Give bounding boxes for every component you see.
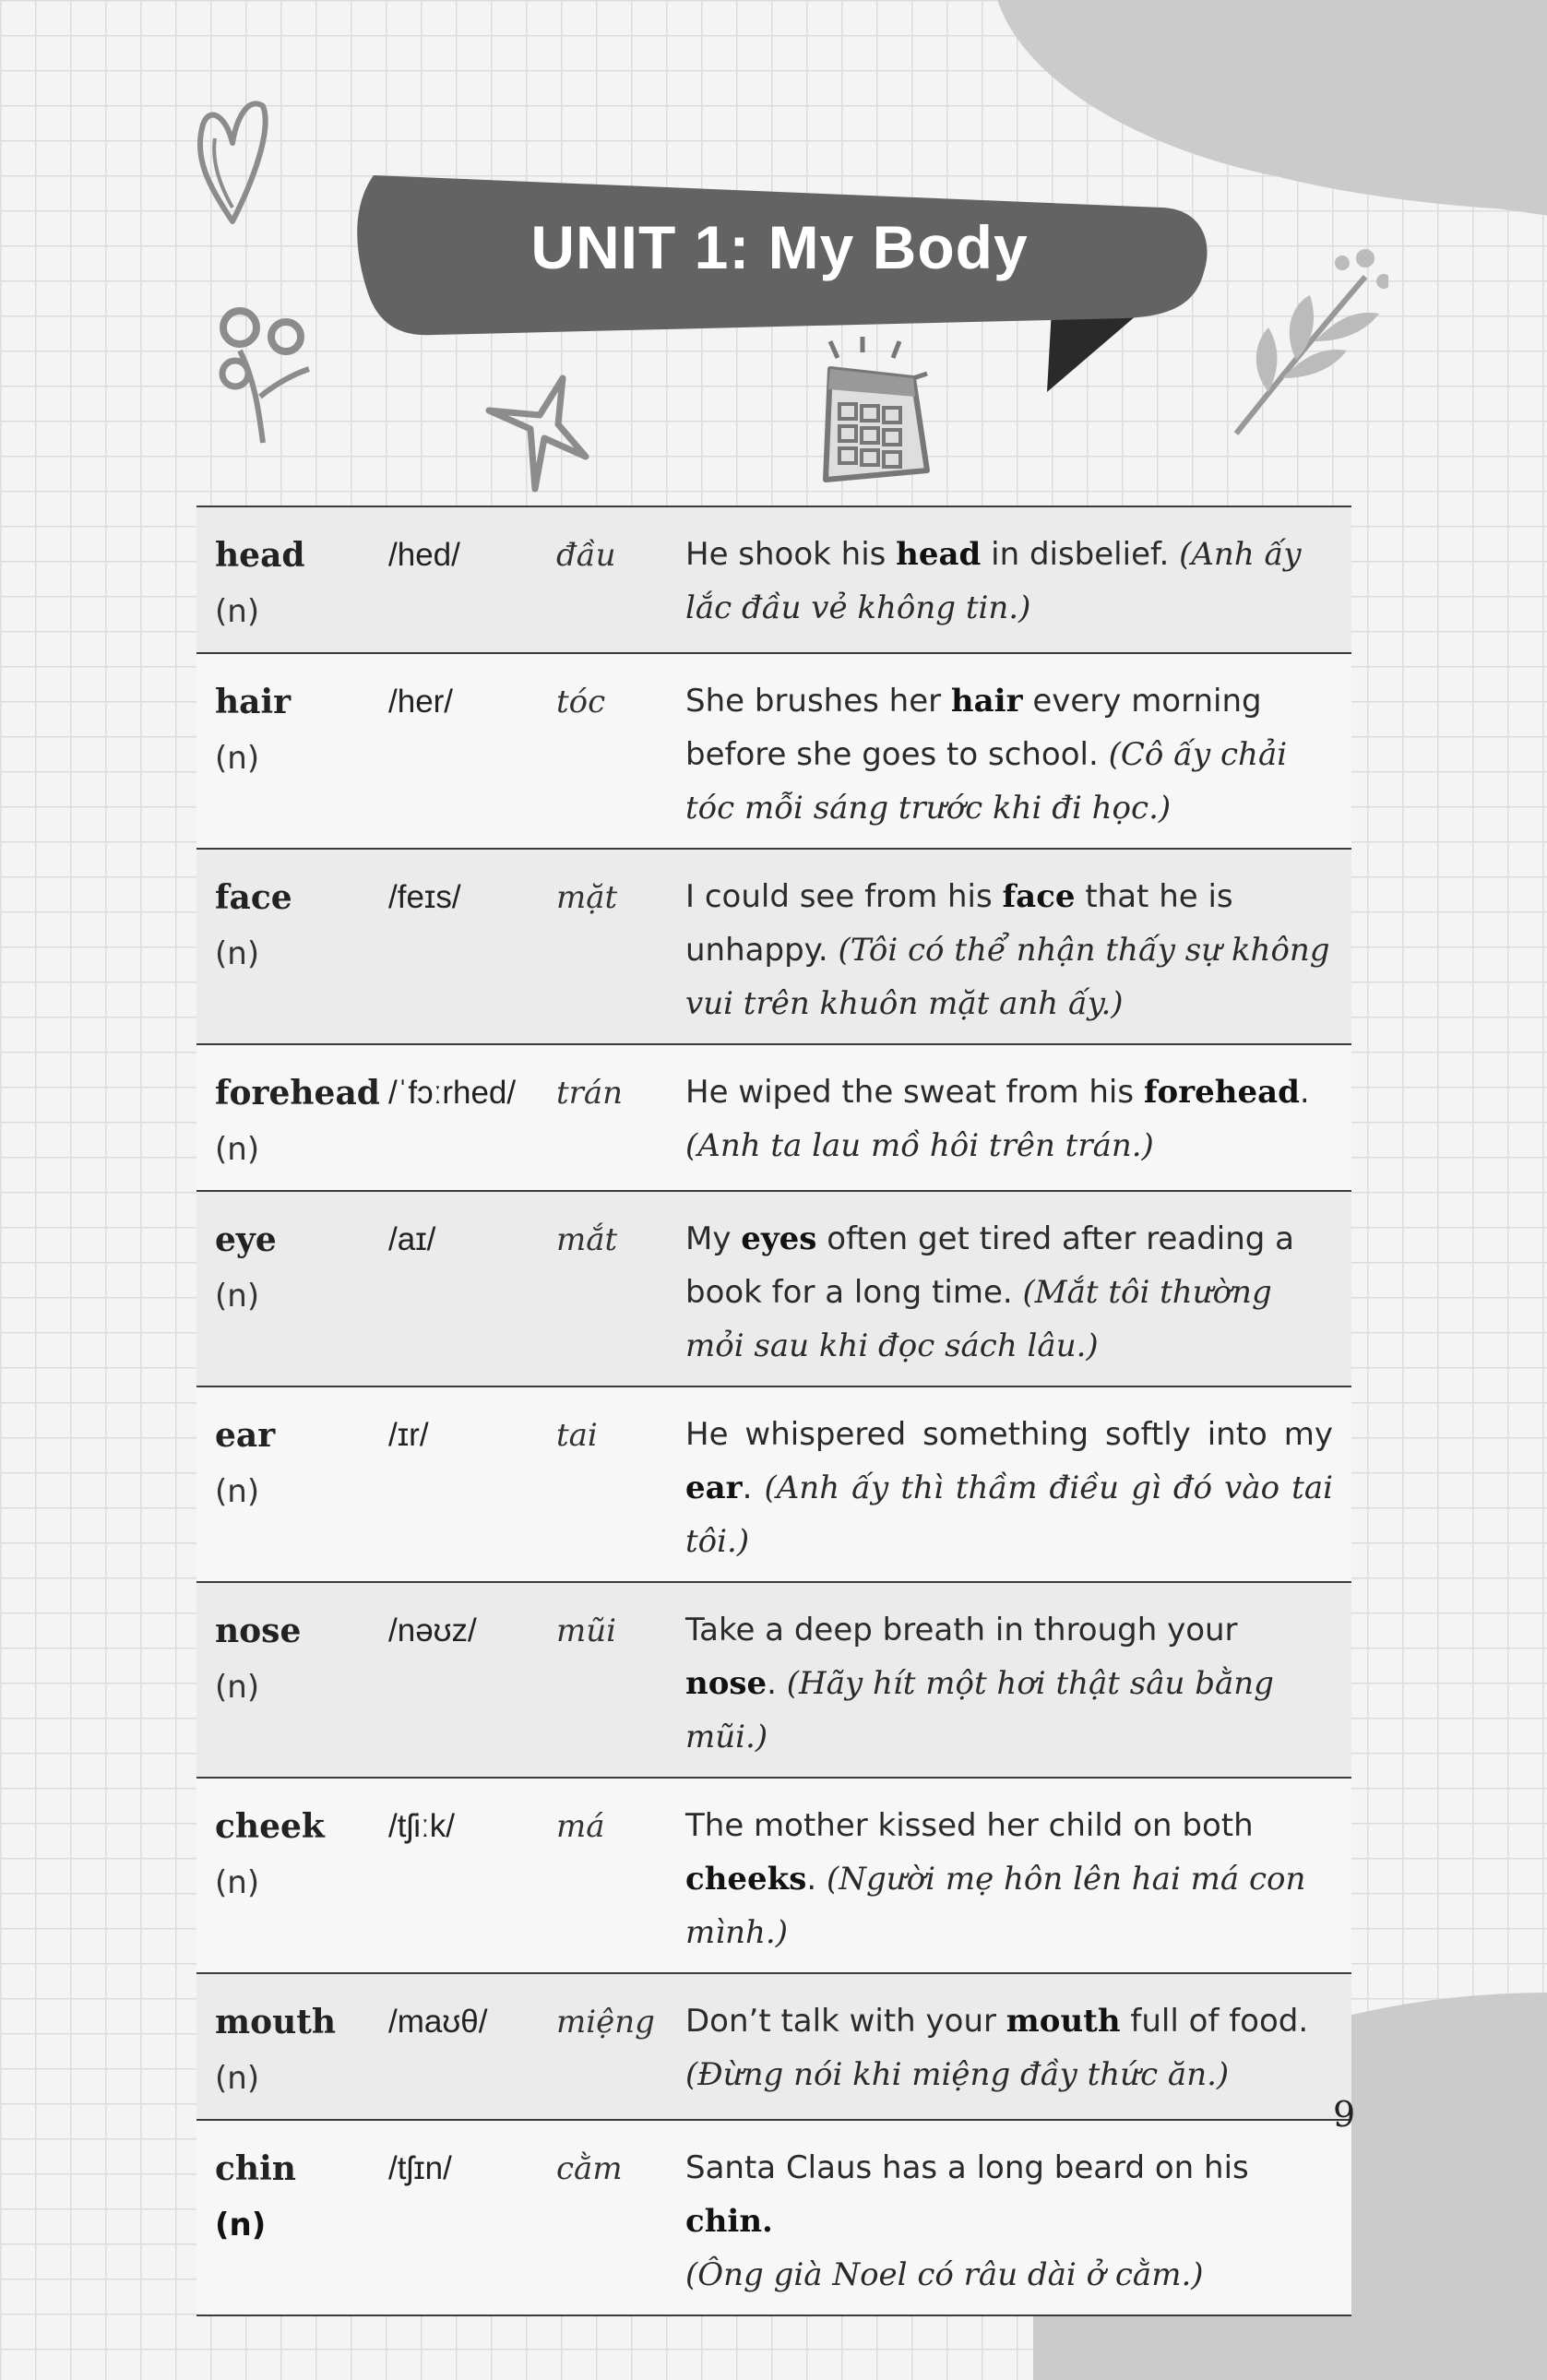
vocab-word: head — [215, 536, 305, 575]
vocab-row — [196, 1582, 1351, 1778]
example-translation: (Anh ta lau mồ hôi trên trán.) — [685, 1127, 1154, 1164]
vietnamese-meaning: mũi — [556, 1612, 617, 1649]
pronunciation: /feɪs/ — [388, 879, 461, 915]
vocab-word: cheek — [215, 1807, 325, 1846]
vocab-row — [196, 849, 1351, 1044]
heart-doodle-icon — [189, 92, 277, 231]
example-translation: (Cô ấy chải tóc mỗi sáng trước khi đi học.) — [685, 736, 1288, 827]
vietnamese-meaning: tóc — [556, 684, 606, 720]
vietnamese-meaning: mặt — [556, 879, 618, 916]
vietnamese-meaning: cằm — [556, 2150, 623, 2187]
part-of-speech: (n) — [215, 740, 260, 777]
vocabulary-table — [196, 506, 1351, 2316]
vocab-word: face — [215, 878, 292, 917]
example-sentence: Don’t talk with your mouth full of food. (Đừng nói khi miệng đầy thức ăn.) — [685, 2003, 1309, 2093]
flower-doodle-icon — [203, 295, 323, 447]
vocab-word: nose — [215, 1612, 302, 1650]
example-translation: (Đừng nói khi miệng đầy thức ăn.) — [685, 2056, 1230, 2093]
part-of-speech: (n) — [215, 1131, 260, 1168]
part-of-speech: (n) — [215, 2060, 260, 2097]
part-of-speech: (n) — [215, 1864, 260, 1901]
page-title: UNIT 1: My Body — [530, 213, 1029, 281]
example-translation: (Người mẹ hôn lên hai má con mình.) — [685, 1861, 1306, 1951]
vietnamese-meaning: má — [556, 1808, 605, 1845]
part-of-speech: (n) — [215, 1669, 260, 1706]
pronunciation: /nəʊz/ — [388, 1612, 477, 1648]
example-sentence: Take a deep breath in through your nose. (Hãy hít một hơi thật sâu bằng mũi.) — [685, 1612, 1274, 1755]
vocab-word: ear — [215, 1416, 276, 1455]
page-number: 9 — [1333, 2094, 1356, 2135]
vietnamese-meaning: đầu — [556, 537, 616, 574]
vietnamese-meaning: mắt — [556, 1221, 618, 1258]
example-sentence: He whispered something softly into my ear. (Anh ấy thì thầm điều gì đó vào tai tôi.) — [685, 1416, 1333, 1560]
leaf-branch-doodle-icon — [1227, 240, 1388, 438]
example-translation: (Mắt tôi thường mỏi sau khi đọc sách lâu.) — [685, 1274, 1272, 1364]
part-of-speech: (n) — [215, 1278, 260, 1315]
example-sentence: She brushes her hair every morning before she goes to school. (Cô ấy chải tóc mỗi sáng trước khi đi học.) — [685, 683, 1288, 827]
vocab-word: hair — [215, 683, 292, 721]
pronunciation: /aɪ/ — [388, 1221, 436, 1257]
example-sentence: He wiped the sweat from his forehead. (Anh ta lau mồ hôi trên trán.) — [685, 1074, 1310, 1164]
example-sentence: Santa Claus has a long beard on his chin. (Ông già Noel có râu dài ở cằm.) — [685, 2149, 1249, 2293]
example-sentence: I could see from his face that he is unhappy. (Tôi có thể nhận thấy sự không vui trên khuôn mặt anh ấy.) — [685, 878, 1330, 1022]
vocab-word: chin — [215, 2149, 296, 2188]
pronunciation: /her/ — [388, 684, 454, 720]
pronunciation: /maʊθ/ — [388, 2004, 488, 2040]
pronunciation: /hed/ — [388, 537, 460, 573]
title-banner — [351, 171, 1208, 397]
pronunciation: /tʃiːk/ — [388, 1808, 455, 1844]
vocab-row — [196, 506, 1351, 653]
part-of-speech: (n) — [215, 593, 260, 630]
vocab-word: mouth — [215, 2003, 337, 2041]
example-sentence: He shook his head in disbelief. (Anh ấy lắc đầu vẻ không tin.) — [685, 536, 1302, 626]
vietnamese-meaning: miệng — [556, 2004, 655, 2041]
part-of-speech: (n) — [215, 935, 260, 972]
vocab-row — [196, 1778, 1351, 1973]
vocab-row — [196, 1973, 1351, 2120]
vocab-row — [196, 2120, 1351, 2315]
pronunciation: /tʃɪn/ — [388, 2150, 452, 2186]
vocab-word: eye — [215, 1220, 277, 1259]
vocab-row — [196, 1191, 1351, 1386]
example-translation: (Anh ấy lắc đầu vẻ không tin.) — [685, 536, 1302, 626]
example-translation: (Hãy hít một hơi thật sâu bằng mũi.) — [685, 1665, 1274, 1755]
vocab-row — [196, 1386, 1351, 1582]
pronunciation: /ˈfɔːrhed/ — [388, 1075, 517, 1111]
example-sentence: My eyes often get tired after reading a book for a long time. (Mắt tôi thường mỏi sau khi đọc sách lâu.) — [685, 1220, 1295, 1364]
vocab-row — [196, 1044, 1351, 1191]
example-translation: (Ông già Noel có râu dài ở cằm.) — [685, 2256, 1204, 2293]
vietnamese-meaning: trán — [556, 1075, 624, 1112]
vocab-word: forehead — [215, 1074, 380, 1113]
example-translation: (Anh ấy thì thầm điều gì đó vào tai tôi.) — [685, 1470, 1333, 1560]
pronunciation: /ɪr/ — [388, 1417, 429, 1453]
example-sentence: The mother kissed her child on both cheeks. (Người mẹ hôn lên hai má con mình.) — [685, 1807, 1306, 1951]
vietnamese-meaning: tai — [556, 1417, 598, 1454]
part-of-speech: (n) — [215, 1473, 260, 1510]
example-translation: (Tôi có thể nhận thấy sự không vui trên khuôn mặt anh ấy.) — [685, 932, 1330, 1022]
vocab-row — [196, 653, 1351, 849]
part-of-speech: (n) — [215, 2207, 267, 2243]
